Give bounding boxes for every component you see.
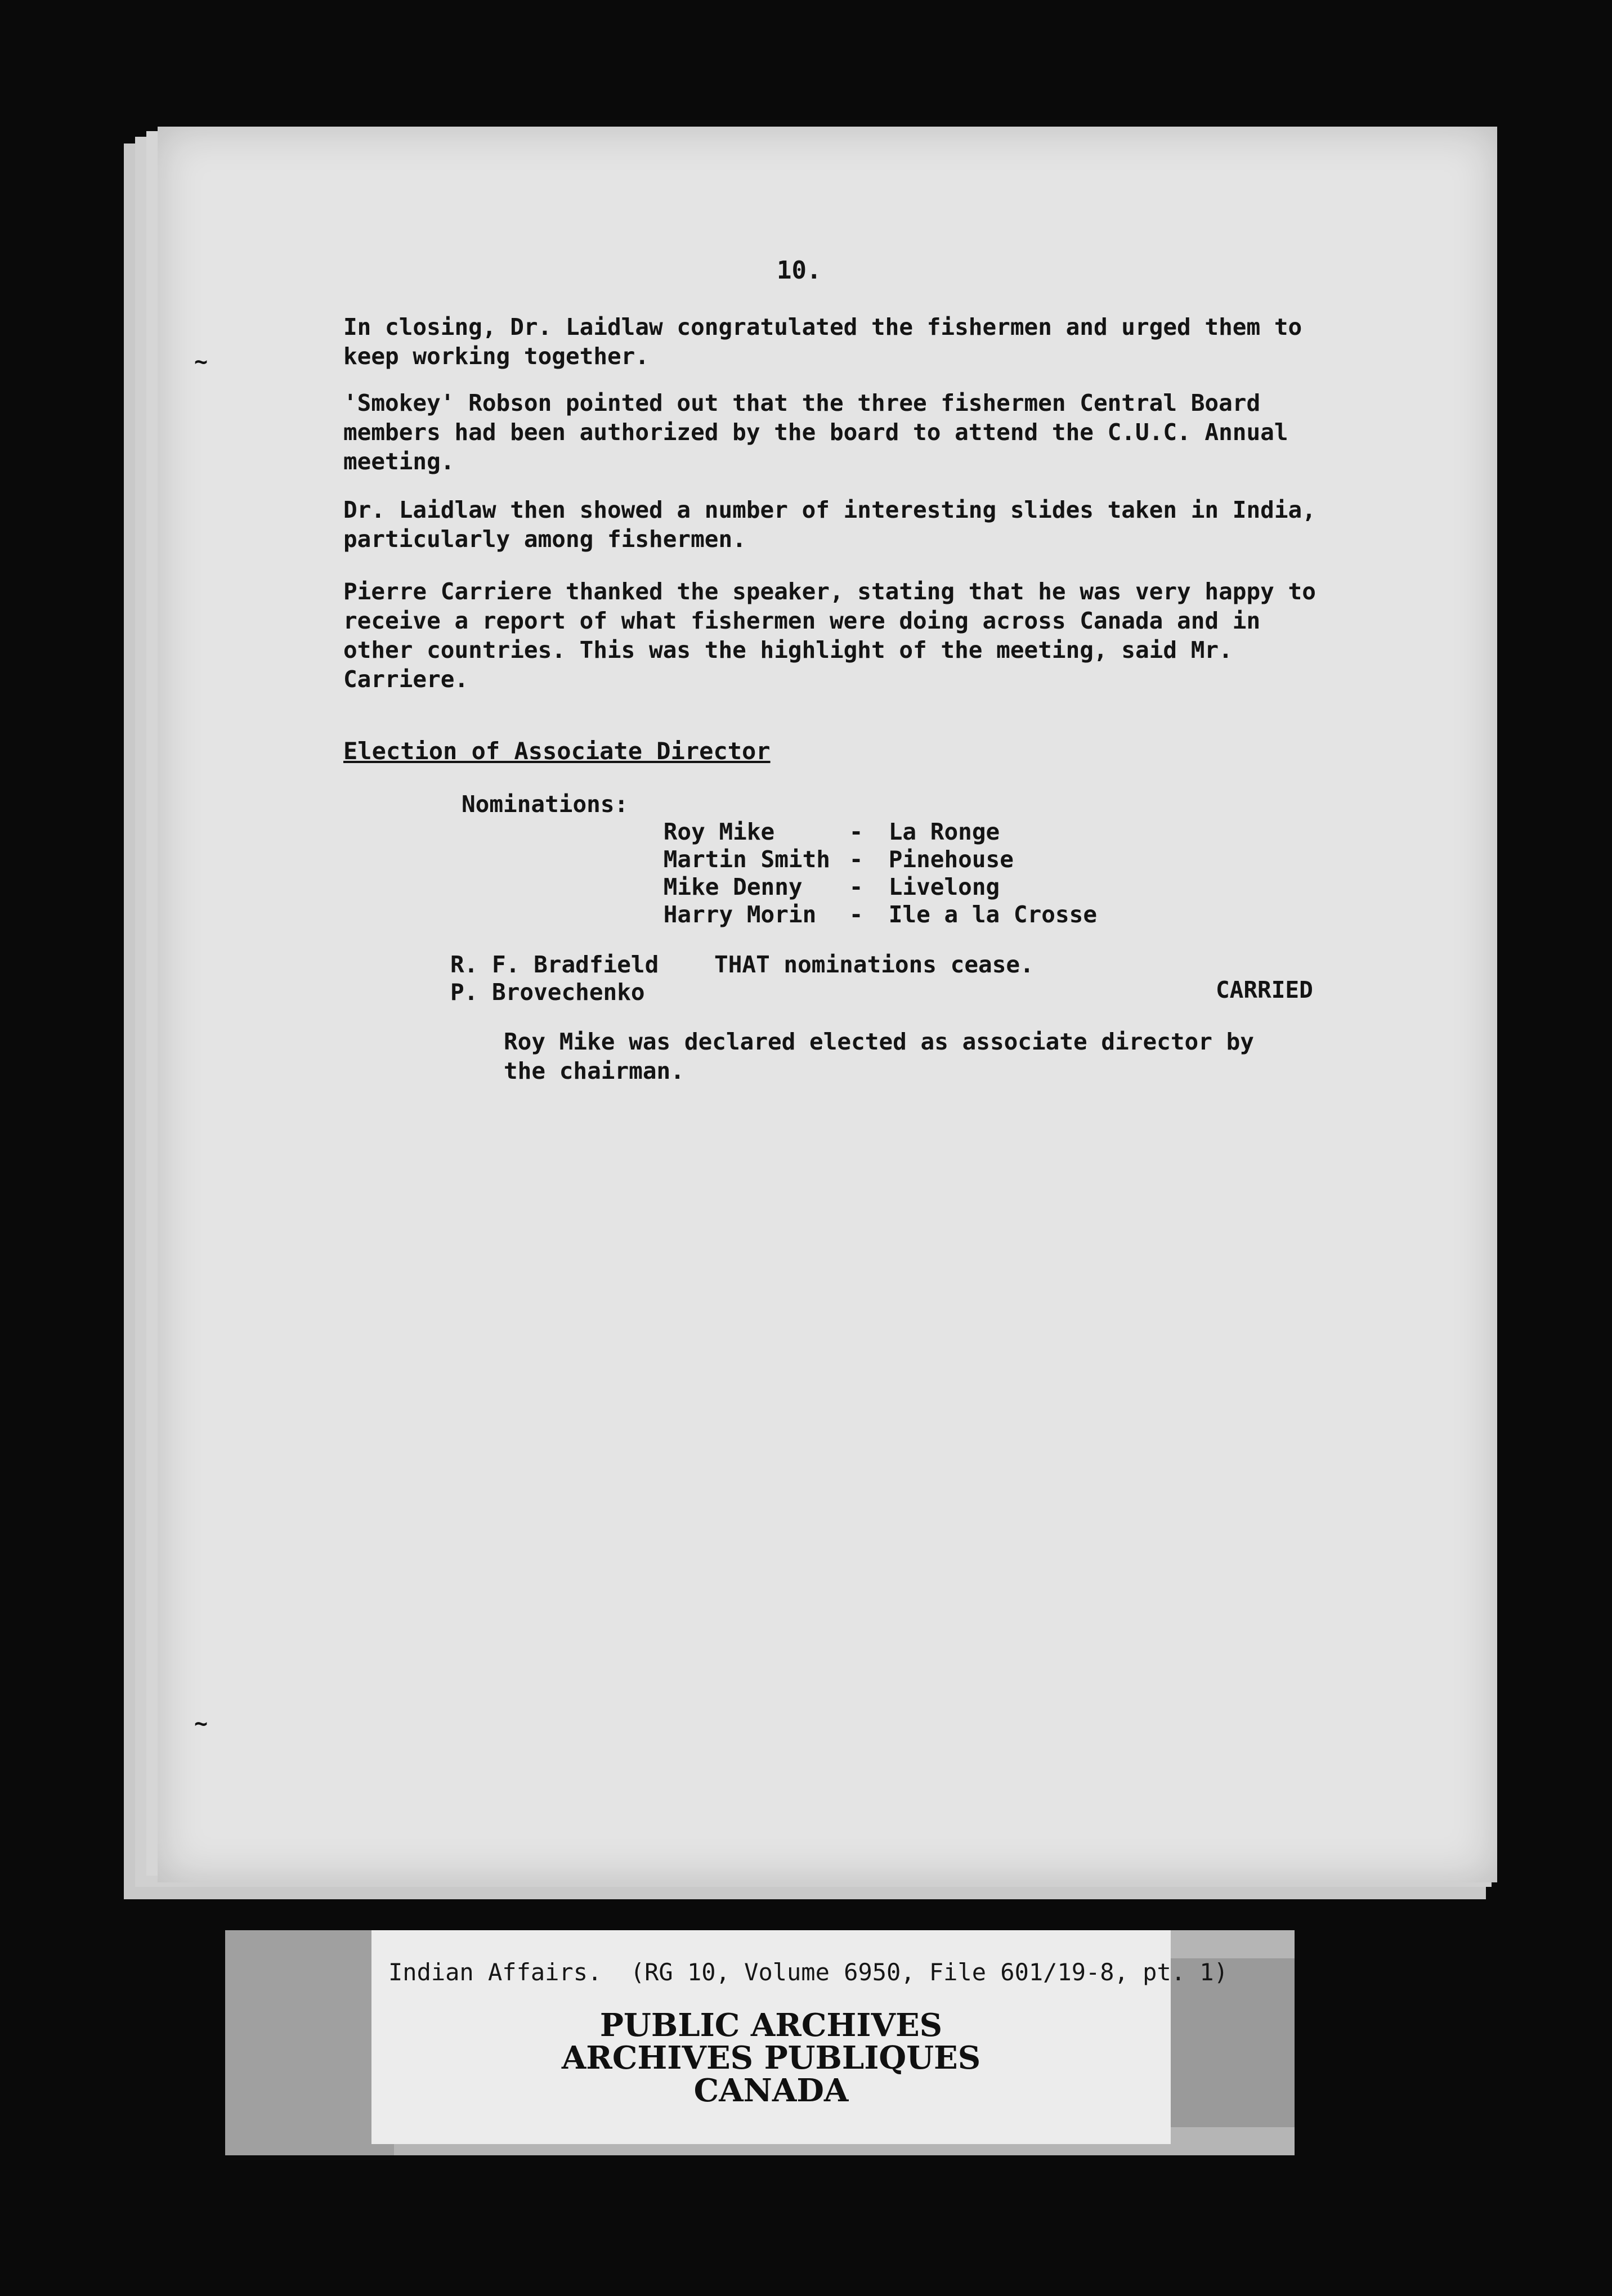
archives-stamp: PUBLIC ARCHIVES ARCHIVES PUBLIQUES CANADA (561, 2007, 981, 2109)
nomination-row: Mike Denny - Livelong (663, 873, 1000, 900)
nominee-place: Ile a la Crosse (888, 901, 1098, 928)
nominee-place: Livelong (888, 873, 1000, 900)
motion-mover: R. F. Bradfield (450, 951, 659, 978)
margin-mark: ~ (194, 1711, 208, 1737)
nominee-place: La Ronge (888, 818, 1000, 845)
election-result: Roy Mike was declared elected as associate director by the chairman. (504, 1028, 1254, 1084)
paragraph: 'Smokey' Robson pointed out that the three fishermen Central Board members had been authorized by the board to attend the C.U.C. Annual meeting. (343, 389, 1288, 475)
motion-result: CARRIED (1216, 976, 1313, 1003)
motion-seconder: P. Brovechenko (450, 979, 645, 1006)
motion-text: THAT nominations cease. (714, 951, 1034, 978)
paragraph: Dr. Laidlaw then showed a number of interesting slides taken in India, particularly among fishermen. (343, 496, 1316, 553)
margin-mark: ~ (194, 349, 208, 375)
archive-label-strip (225, 1930, 1295, 2155)
nomination-row: Roy Mike - La Ronge (663, 818, 1000, 845)
nominee-place: Pinehouse (888, 846, 1014, 873)
paragraph: Pierre Carriere thanked the speaker, stating that he was very happy to receive a report of what fishermen were doing across Canada and in other countries. This was the highlight of the meeting, said Mr. Carriere. (343, 578, 1316, 693)
nomination-row: Martin Smith - Pinehouse (663, 846, 1014, 873)
nominee-name: Harry Morin (663, 901, 817, 928)
archive-citation: Indian Affairs. (RG 10, Volume 6950, File 601/19-8, pt. 1) (388, 1958, 1228, 1986)
nomination-row: Harry Morin - Ile a la Crosse (663, 901, 1098, 928)
nominations-label: Nominations: (462, 791, 629, 818)
page-number: 10. (777, 256, 822, 285)
nominee-name: Martin Smith (663, 846, 830, 873)
paragraph: In closing, Dr. Laidlaw congratulated the fishermen and urged them to keep working together. (343, 313, 1302, 370)
nominee-name: Mike Denny (663, 873, 803, 900)
motion-block (450, 951, 1034, 1006)
nominee-name: Roy Mike (663, 818, 775, 845)
section-heading: Election of Associate Director (343, 737, 771, 765)
